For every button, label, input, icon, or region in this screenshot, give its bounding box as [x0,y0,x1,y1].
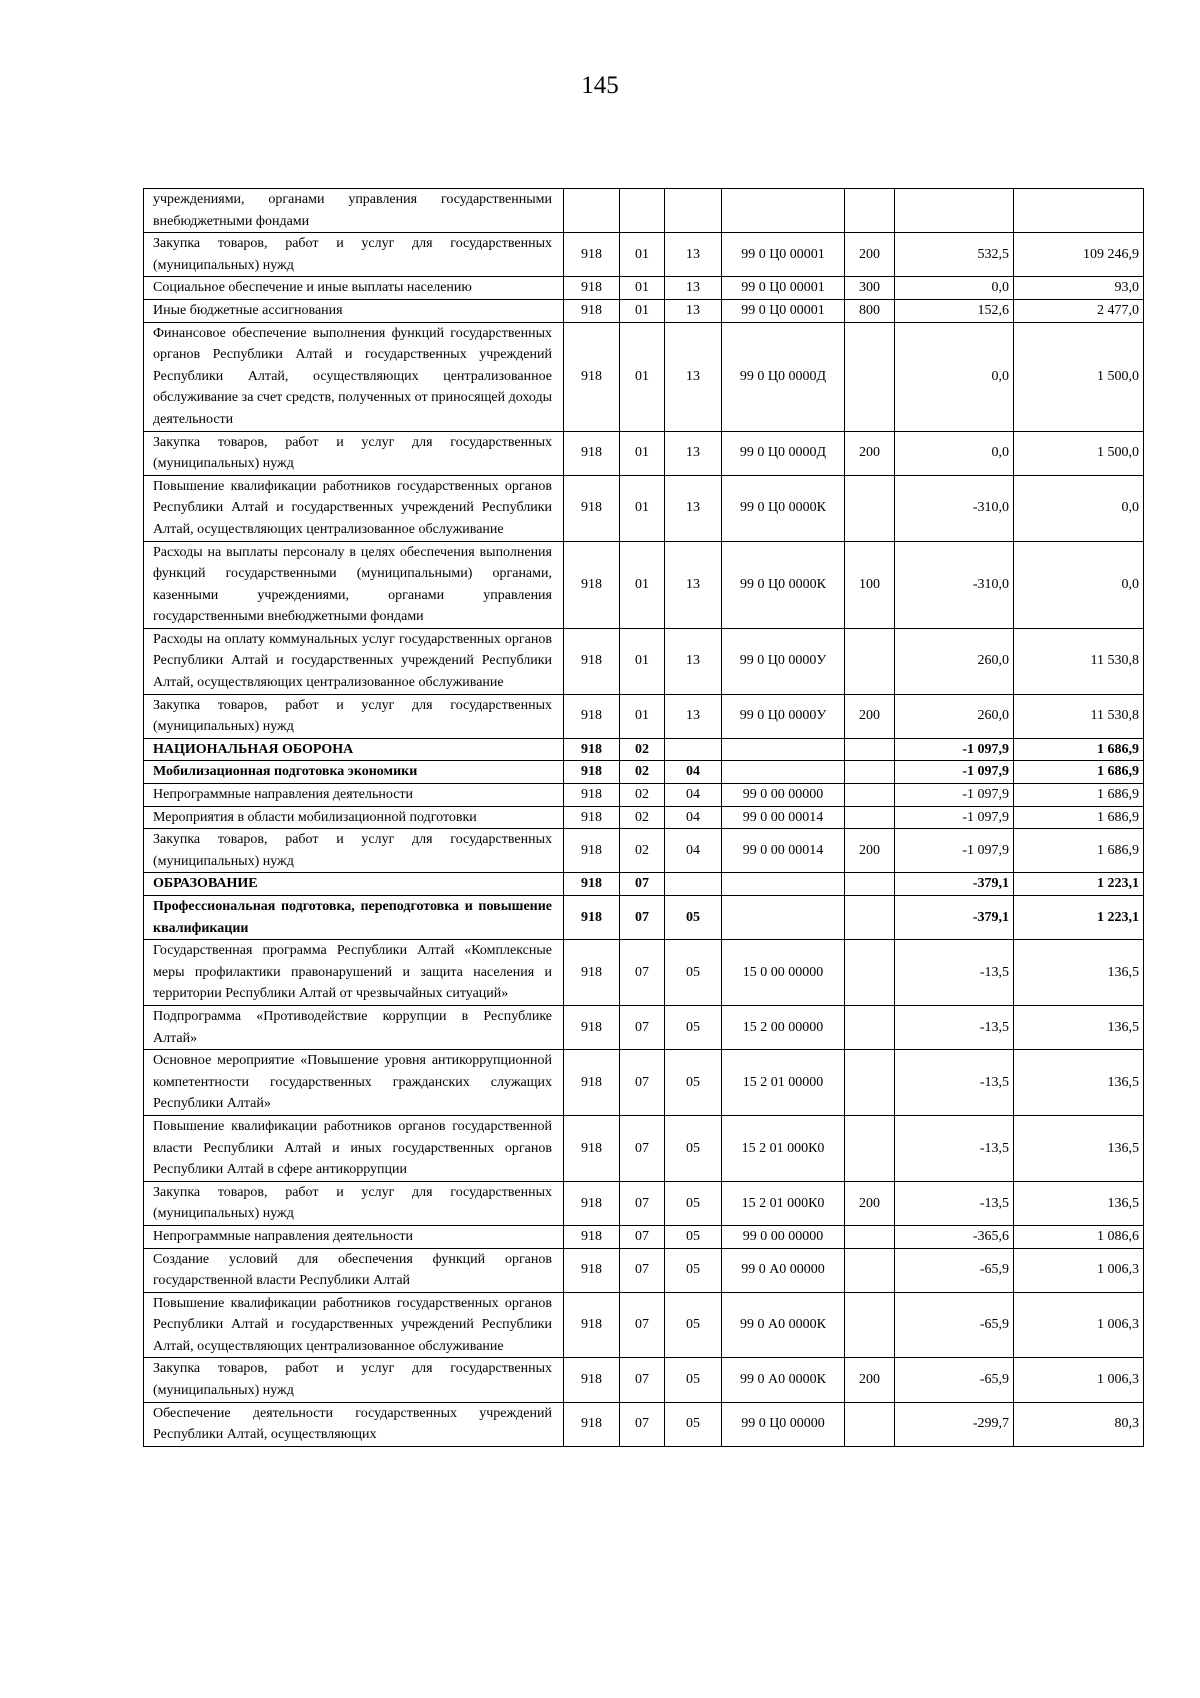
cell-amount-change: 0,0 [895,277,1014,300]
cell-section: 07 [620,1050,665,1116]
cell-subsection: 05 [665,1358,722,1402]
cell-expense-type [845,873,895,896]
table-row [144,694,1144,738]
cell-section: 02 [620,738,665,761]
cell-amount-change: -1 097,9 [895,784,1014,807]
table-row [144,806,1144,829]
table-row [144,896,1144,940]
cell-expense-type: 300 [845,277,895,300]
cell-section: 07 [620,1181,665,1225]
cell-ministry-code: 918 [564,1358,620,1402]
cell-ministry-code: 918 [564,628,620,694]
cell-amount-change: -310,0 [895,541,1014,628]
cell-expense-type [845,322,895,431]
cell-section: 07 [620,1005,665,1049]
cell-expense-type: 200 [845,829,895,873]
cell-amount-change: -1 097,9 [895,761,1014,784]
cell-name: Обеспечение деятельности государственных учреждений Республики Алтай, осуществляющих [144,1402,564,1446]
cell-section [620,189,665,233]
cell-ministry-code: 918 [564,896,620,940]
cell-subsection: 05 [665,1248,722,1292]
cell-amount-change: -299,7 [895,1402,1014,1446]
cell-amount-total: 93,0 [1014,277,1144,300]
cell-expense-type [845,761,895,784]
table-row [144,761,1144,784]
cell-ministry-code: 918 [564,541,620,628]
table-row [144,1005,1144,1049]
cell-ministry-code: 918 [564,475,620,541]
cell-subsection: 13 [665,694,722,738]
cell-amount-total: 0,0 [1014,475,1144,541]
cell-name: Повышение квалификации работников органов государственной власти Республики Алтай и иных государственных органов Республики Алтай в сфере антикоррупции [144,1115,564,1181]
cell-section: 01 [620,475,665,541]
cell-section: 07 [620,896,665,940]
cell-target-article: 99 0 00 00014 [722,806,845,829]
cell-expense-type [845,189,895,233]
cell-section: 07 [620,1248,665,1292]
cell-subsection [665,738,722,761]
cell-amount-total: 1 006,3 [1014,1292,1144,1358]
cell-expense-type [845,896,895,940]
cell-target-article: 99 0 Ц0 00001 [722,299,845,322]
cell-name: учреждениями, органами управления государственными внебюджетными фондами [144,189,564,233]
cell-name: Мобилизационная подготовка экономики [144,761,564,784]
cell-subsection: 05 [665,1005,722,1049]
cell-amount-total: 136,5 [1014,1181,1144,1225]
cell-name: Мероприятия в области мобилизационной подготовки [144,806,564,829]
cell-name: Непрограммные направления деятельности [144,1225,564,1248]
cell-section: 02 [620,806,665,829]
cell-target-article [722,738,845,761]
cell-amount-total: 109 246,9 [1014,233,1144,277]
cell-section: 02 [620,784,665,807]
cell-expense-type: 200 [845,431,895,475]
cell-section: 01 [620,431,665,475]
cell-section: 01 [620,233,665,277]
cell-name: Непрограммные направления деятельности [144,784,564,807]
cell-ministry-code: 918 [564,1292,620,1358]
cell-section: 02 [620,829,665,873]
cell-amount-change: -379,1 [895,896,1014,940]
cell-section: 07 [620,940,665,1006]
cell-amount-total: 11 530,8 [1014,628,1144,694]
table-row [144,1292,1144,1358]
cell-amount-total: 1 223,1 [1014,896,1144,940]
cell-name: Профессиональная подготовка, переподготовка и повышение квалификации [144,896,564,940]
cell-amount-change: 152,6 [895,299,1014,322]
cell-amount-total: 1 686,9 [1014,806,1144,829]
cell-target-article: 99 0 Ц0 0000Д [722,431,845,475]
cell-amount-total: 1 006,3 [1014,1358,1144,1402]
cell-expense-type [845,1402,895,1446]
cell-name: Закупка товаров, работ и услуг для государственных (муниципальных) нужд [144,233,564,277]
cell-amount-total: 1 086,6 [1014,1225,1144,1248]
cell-subsection: 05 [665,1181,722,1225]
cell-name: Закупка товаров, работ и услуг для государственных (муниципальных) нужд [144,1358,564,1402]
cell-name: Повышение квалификации работников государственных органов Республики Алтай и государственных учреждений Республики Алтай, осуществляющих централизованное обслуживание [144,1292,564,1358]
cell-expense-type [845,628,895,694]
cell-section: 07 [620,1225,665,1248]
cell-target-article [722,761,845,784]
cell-ministry-code: 918 [564,233,620,277]
table-row [144,299,1144,322]
cell-name: Подпрограмма «Противодействие коррупции в Республике Алтай» [144,1005,564,1049]
cell-section: 02 [620,761,665,784]
cell-name: Закупка товаров, работ и услуг для государственных (муниципальных) нужд [144,829,564,873]
cell-subsection: 13 [665,299,722,322]
cell-amount-change: -1 097,9 [895,829,1014,873]
cell-ministry-code: 918 [564,694,620,738]
cell-subsection: 04 [665,829,722,873]
cell-ministry-code: 918 [564,1115,620,1181]
cell-amount-change: -365,6 [895,1225,1014,1248]
cell-amount-change: 260,0 [895,694,1014,738]
table-row [144,431,1144,475]
cell-subsection: 13 [665,628,722,694]
cell-ministry-code: 918 [564,1402,620,1446]
cell-amount-total: 1 006,3 [1014,1248,1144,1292]
cell-ministry-code: 918 [564,738,620,761]
cell-target-article: 99 0 00 00000 [722,784,845,807]
table-row [144,233,1144,277]
cell-ministry-code: 918 [564,761,620,784]
cell-target-article [722,896,845,940]
cell-ministry-code: 918 [564,277,620,300]
cell-amount-total: 1 686,9 [1014,761,1144,784]
cell-target-article: 99 0 00 00000 [722,1225,845,1248]
cell-name: Основное мероприятие «Повышение уровня антикоррупционной компетентности государственных гражданских служащих Республики Алтай» [144,1050,564,1116]
cell-amount-total: 1 686,9 [1014,784,1144,807]
table-row [144,322,1144,431]
budget-table-body [144,189,1144,1447]
cell-section: 07 [620,1115,665,1181]
cell-section: 07 [620,1402,665,1446]
cell-section: 01 [620,322,665,431]
cell-section: 01 [620,541,665,628]
cell-section: 01 [620,277,665,300]
cell-amount-change: -13,5 [895,1181,1014,1225]
cell-amount-change: -13,5 [895,1115,1014,1181]
cell-ministry-code [564,189,620,233]
cell-expense-type [845,940,895,1006]
cell-amount-change: -1 097,9 [895,738,1014,761]
cell-name: Финансовое обеспечение выполнения функций государственных органов Республики Алтай и государственных учреждений Республики Алтай, осуществляющих централизованное обслуживание за счет средств, полученных от приносящей доходы деятельности [144,322,564,431]
cell-subsection: 13 [665,322,722,431]
cell-ministry-code: 918 [564,806,620,829]
cell-name: Расходы на оплату коммунальных услуг государственных органов Республики Алтай и государственных учреждений Республики Алтай, осуществляющих централизованное обслуживание [144,628,564,694]
cell-subsection: 05 [665,1292,722,1358]
table-row [144,277,1144,300]
cell-expense-type [845,1248,895,1292]
cell-ministry-code: 918 [564,1050,620,1116]
page-number: 145 [581,72,619,99]
cell-expense-type: 800 [845,299,895,322]
cell-target-article: 15 2 01 000К0 [722,1115,845,1181]
cell-target-article: 99 0 00 00014 [722,829,845,873]
table-row [144,738,1144,761]
cell-name: ОБРАЗОВАНИЕ [144,873,564,896]
cell-amount-total: 1 223,1 [1014,873,1144,896]
cell-target-article [722,189,845,233]
cell-amount-change [895,189,1014,233]
cell-amount-total: 136,5 [1014,1115,1144,1181]
cell-target-article: 15 2 01 000К0 [722,1181,845,1225]
cell-name: Повышение квалификации работников государственных органов Республики Алтай и государственных учреждений Республики Алтай, осуществляющих централизованное обслуживание [144,475,564,541]
cell-ministry-code: 918 [564,1181,620,1225]
table-row [144,829,1144,873]
cell-target-article: 15 0 00 00000 [722,940,845,1006]
cell-amount-total: 1 686,9 [1014,738,1144,761]
cell-amount-change: -65,9 [895,1248,1014,1292]
cell-name: НАЦИОНАЛЬНАЯ ОБОРОНА [144,738,564,761]
cell-expense-type: 200 [845,694,895,738]
table-row [144,1115,1144,1181]
cell-target-article [722,873,845,896]
cell-target-article: 99 0 А0 0000К [722,1292,845,1358]
cell-name: Расходы на выплаты персоналу в целях обеспечения выполнения функций государственными (муниципальными) органами, казенными учреждениями, органами управления государственными внебюджетными фондами [144,541,564,628]
cell-amount-total: 2 477,0 [1014,299,1144,322]
cell-name: Иные бюджетные ассигнования [144,299,564,322]
cell-amount-change: -13,5 [895,940,1014,1006]
cell-subsection [665,189,722,233]
cell-ministry-code: 918 [564,1225,620,1248]
cell-subsection: 13 [665,277,722,300]
cell-amount-total [1014,189,1144,233]
cell-amount-change: 0,0 [895,431,1014,475]
cell-target-article: 99 0 Ц0 0000У [722,628,845,694]
cell-expense-type: 200 [845,233,895,277]
cell-subsection: 04 [665,784,722,807]
cell-ministry-code: 918 [564,829,620,873]
cell-amount-total: 136,5 [1014,1050,1144,1116]
cell-name: Закупка товаров, работ и услуг для государственных (муниципальных) нужд [144,431,564,475]
cell-section: 01 [620,694,665,738]
table-row [144,475,1144,541]
table-row [144,940,1144,1006]
cell-target-article: 99 0 А0 0000К [722,1358,845,1402]
cell-amount-change: -65,9 [895,1292,1014,1358]
table-row [144,1050,1144,1116]
cell-target-article: 99 0 Ц0 0000К [722,541,845,628]
cell-expense-type [845,806,895,829]
cell-expense-type [845,1005,895,1049]
cell-name: Создание условий для обеспечения функций органов государственной власти Республики Алтай [144,1248,564,1292]
cell-amount-total: 136,5 [1014,1005,1144,1049]
cell-ministry-code: 918 [564,784,620,807]
cell-name: Социальное обеспечение и иные выплаты населению [144,277,564,300]
budget-table [143,188,1144,1447]
table-row [144,873,1144,896]
cell-expense-type [845,738,895,761]
cell-ministry-code: 918 [564,431,620,475]
table-row [144,189,1144,233]
cell-expense-type [845,1115,895,1181]
cell-expense-type [845,1050,895,1116]
table-row [144,628,1144,694]
cell-subsection: 05 [665,1402,722,1446]
cell-expense-type [845,475,895,541]
cell-target-article: 99 0 Ц0 0000У [722,694,845,738]
cell-subsection: 13 [665,233,722,277]
cell-amount-total: 0,0 [1014,541,1144,628]
cell-amount-total: 136,5 [1014,940,1144,1006]
cell-name: Государственная программа Республики Алтай «Комплексные меры профилактики правонарушений и защита населения и территории Республики Алтай от чрезвычайных ситуаций» [144,940,564,1006]
table-row [144,1248,1144,1292]
cell-subsection: 13 [665,431,722,475]
cell-expense-type [845,1225,895,1248]
cell-expense-type: 100 [845,541,895,628]
cell-subsection: 05 [665,940,722,1006]
cell-expense-type: 200 [845,1181,895,1225]
cell-subsection: 05 [665,1115,722,1181]
cell-subsection: 13 [665,541,722,628]
cell-amount-change: -65,9 [895,1358,1014,1402]
cell-amount-change: -310,0 [895,475,1014,541]
cell-subsection: 05 [665,1225,722,1248]
table-row [144,541,1144,628]
cell-target-article: 99 0 Ц0 00001 [722,277,845,300]
cell-amount-change: -13,5 [895,1050,1014,1116]
cell-subsection: 05 [665,1050,722,1116]
table-row [144,1402,1144,1446]
cell-amount-total: 1 500,0 [1014,322,1144,431]
cell-amount-total: 1 686,9 [1014,829,1144,873]
cell-target-article: 99 0 А0 00000 [722,1248,845,1292]
cell-subsection [665,873,722,896]
cell-subsection: 04 [665,761,722,784]
cell-expense-type: 200 [845,1358,895,1402]
cell-section: 07 [620,873,665,896]
cell-amount-change: 532,5 [895,233,1014,277]
cell-name: Закупка товаров, работ и услуг для государственных (муниципальных) нужд [144,1181,564,1225]
cell-section: 07 [620,1358,665,1402]
cell-target-article: 15 2 01 00000 [722,1050,845,1116]
table-row [144,784,1144,807]
cell-target-article: 99 0 Ц0 0000К [722,475,845,541]
cell-amount-change: -13,5 [895,1005,1014,1049]
cell-section: 01 [620,628,665,694]
cell-ministry-code: 918 [564,299,620,322]
cell-target-article: 99 0 Ц0 00001 [722,233,845,277]
cell-name: Закупка товаров, работ и услуг для государственных (муниципальных) нужд [144,694,564,738]
cell-subsection: 04 [665,806,722,829]
cell-section: 07 [620,1292,665,1358]
cell-expense-type [845,1292,895,1358]
table-row [144,1358,1144,1402]
cell-ministry-code: 918 [564,1005,620,1049]
cell-amount-total: 1 500,0 [1014,431,1144,475]
cell-ministry-code: 918 [564,940,620,1006]
cell-section: 01 [620,299,665,322]
table-row [144,1181,1144,1225]
cell-amount-change: 260,0 [895,628,1014,694]
cell-amount-change: 0,0 [895,322,1014,431]
cell-subsection: 13 [665,475,722,541]
cell-target-article: 99 0 Ц0 0000Д [722,322,845,431]
cell-amount-change: -379,1 [895,873,1014,896]
cell-target-article: 99 0 Ц0 00000 [722,1402,845,1446]
cell-target-article: 15 2 00 00000 [722,1005,845,1049]
cell-expense-type [845,784,895,807]
table-row [144,1225,1144,1248]
cell-subsection: 05 [665,896,722,940]
cell-ministry-code: 918 [564,1248,620,1292]
cell-amount-change: -1 097,9 [895,806,1014,829]
cell-amount-total: 80,3 [1014,1402,1144,1446]
cell-amount-total: 11 530,8 [1014,694,1144,738]
cell-ministry-code: 918 [564,873,620,896]
cell-ministry-code: 918 [564,322,620,431]
